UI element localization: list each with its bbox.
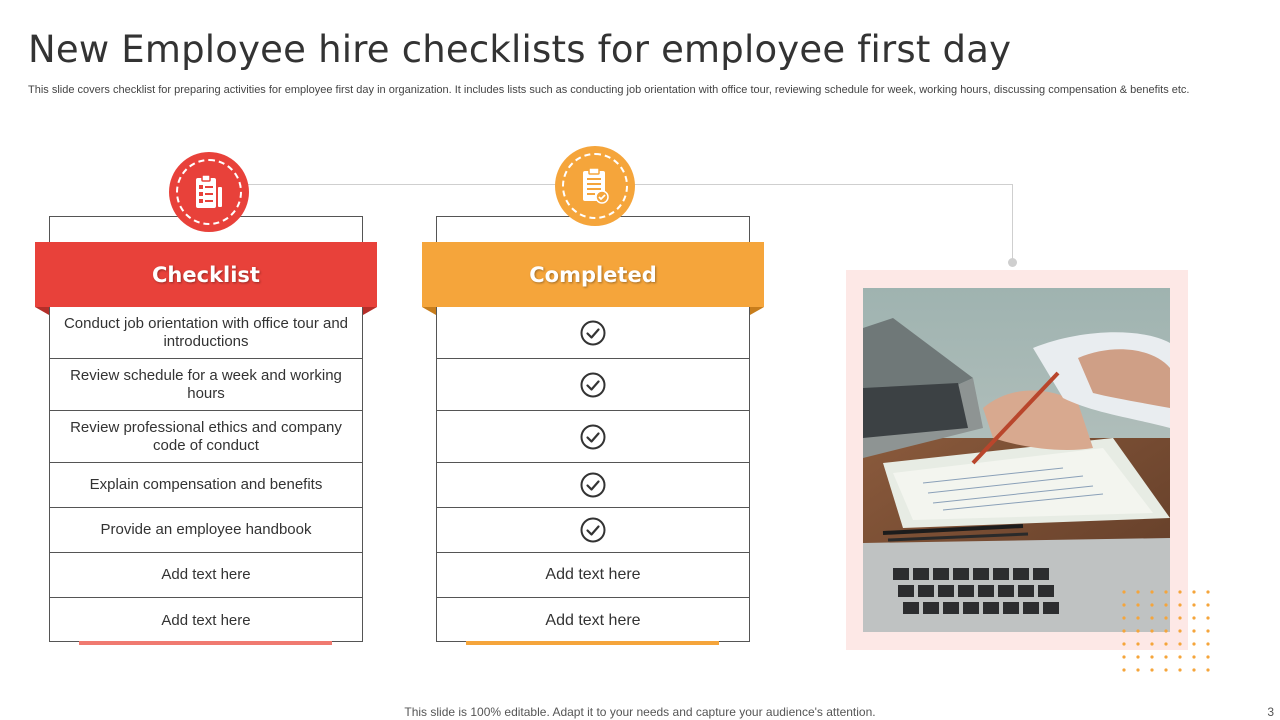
decorative-dot <box>1136 655 1139 658</box>
check-circle-icon <box>580 320 606 346</box>
decorative-dot <box>1164 655 1167 658</box>
decorative-dot <box>1164 629 1167 632</box>
decorative-dot <box>1178 590 1181 593</box>
clipboard-done-icon <box>578 166 612 206</box>
checklist-item: Add text here <box>49 553 363 598</box>
completed-item <box>436 307 750 359</box>
decorative-dot <box>1164 616 1167 619</box>
footer-note: This slide is 100% editable. Adapt it to your needs and capture your audience's attention. <box>404 705 876 719</box>
completed-item <box>436 359 750 411</box>
decorative-dot <box>1178 603 1181 606</box>
decorative-dot <box>1206 629 1209 632</box>
checklist-badge <box>169 152 249 232</box>
decorative-dot <box>1136 668 1139 671</box>
completed-item <box>436 411 750 463</box>
decorative-dot <box>1164 603 1167 606</box>
decorative-dot <box>1136 616 1139 619</box>
decorative-dot <box>1192 655 1195 658</box>
completed-badge <box>555 146 635 226</box>
decorative-dot <box>1122 629 1125 632</box>
checklist-item: Review schedule for a week and working hours <box>49 359 363 411</box>
decorative-dot <box>1122 668 1125 671</box>
decorative-dot <box>1136 642 1139 645</box>
banner-fold-right <box>750 307 764 315</box>
clipboard-checklist-icon <box>192 173 226 211</box>
decorative-dot <box>1150 603 1153 606</box>
decorative-dot <box>1164 590 1167 593</box>
page-number: 3 <box>1267 705 1274 719</box>
completed-item: Add text here <box>545 611 641 629</box>
decorative-dots <box>1120 588 1212 674</box>
decorative-dot <box>1192 629 1195 632</box>
decorative-dot <box>1150 616 1153 619</box>
completed-item <box>436 508 750 553</box>
decorative-dot <box>1192 668 1195 671</box>
page-title: New Employee hire checklists for employee first day <box>28 28 1012 71</box>
check-circle-icon <box>580 372 606 398</box>
decorative-dot <box>1136 590 1139 593</box>
decorative-dot <box>1206 603 1209 606</box>
completed-bottom-accent <box>466 641 719 645</box>
decorative-dot <box>1122 603 1125 606</box>
decorative-dot <box>1178 655 1181 658</box>
banner-fold-left <box>35 307 49 315</box>
banner-fold-left <box>422 307 436 315</box>
decorative-dot <box>1150 590 1153 593</box>
decorative-dot <box>1192 642 1195 645</box>
office-desk-photo <box>863 288 1170 632</box>
check-circle-icon <box>580 517 606 543</box>
decorative-dot <box>1164 668 1167 671</box>
completed-item: Add text here <box>436 553 750 598</box>
checklist-rows <box>49 307 363 643</box>
completed-header: Completed <box>422 242 764 307</box>
check-circle-icon <box>580 424 606 450</box>
decorative-dot <box>1136 629 1139 632</box>
decorative-dot <box>1164 642 1167 645</box>
checklist-header: Checklist <box>35 242 377 307</box>
connector-dot <box>1008 258 1017 267</box>
decorative-dot <box>1206 616 1209 619</box>
checklist-item: Conduct job orientation with office tour and introductions <box>49 307 363 359</box>
decorative-dot <box>1206 590 1209 593</box>
checklist-item: Explain compensation and benefits <box>49 463 363 508</box>
decorative-dot <box>1192 590 1195 593</box>
decorative-dot <box>1150 655 1153 658</box>
decorative-dot <box>1136 603 1139 606</box>
decorative-dot <box>1150 629 1153 632</box>
decorative-dot <box>1178 629 1181 632</box>
checklist-item: Provide an employee handbook <box>49 508 363 553</box>
decorative-dot <box>1122 642 1125 645</box>
decorative-dot <box>1122 590 1125 593</box>
decorative-dot <box>1150 642 1153 645</box>
checklist-item: Add text here <box>161 611 251 629</box>
checklist-item: Review professional ethics and company code of conduct <box>49 411 363 463</box>
decorative-dot <box>1206 642 1209 645</box>
page-subtitle: This slide covers checklist for preparing activities for employee first day in organization. It includes lists such as conducting job orientation with office tour, reviewing schedule for week, working hours, discussing compensation & benefits etc. <box>28 84 1190 96</box>
decorative-dot <box>1150 668 1153 671</box>
connector-line-vertical <box>1012 184 1013 262</box>
decorative-dot <box>1178 668 1181 671</box>
check-circle-icon <box>580 472 606 498</box>
checklist-bottom-accent <box>79 641 332 645</box>
completed-rows <box>436 307 750 643</box>
banner-fold-right <box>363 307 377 315</box>
decorative-dot <box>1206 668 1209 671</box>
decorative-dot <box>1122 616 1125 619</box>
decorative-dot <box>1122 655 1125 658</box>
decorative-dot <box>1192 616 1195 619</box>
decorative-dot <box>1178 616 1181 619</box>
decorative-dot <box>1206 655 1209 658</box>
completed-item <box>436 463 750 508</box>
decorative-dot <box>1178 642 1181 645</box>
decorative-dot <box>1192 603 1195 606</box>
